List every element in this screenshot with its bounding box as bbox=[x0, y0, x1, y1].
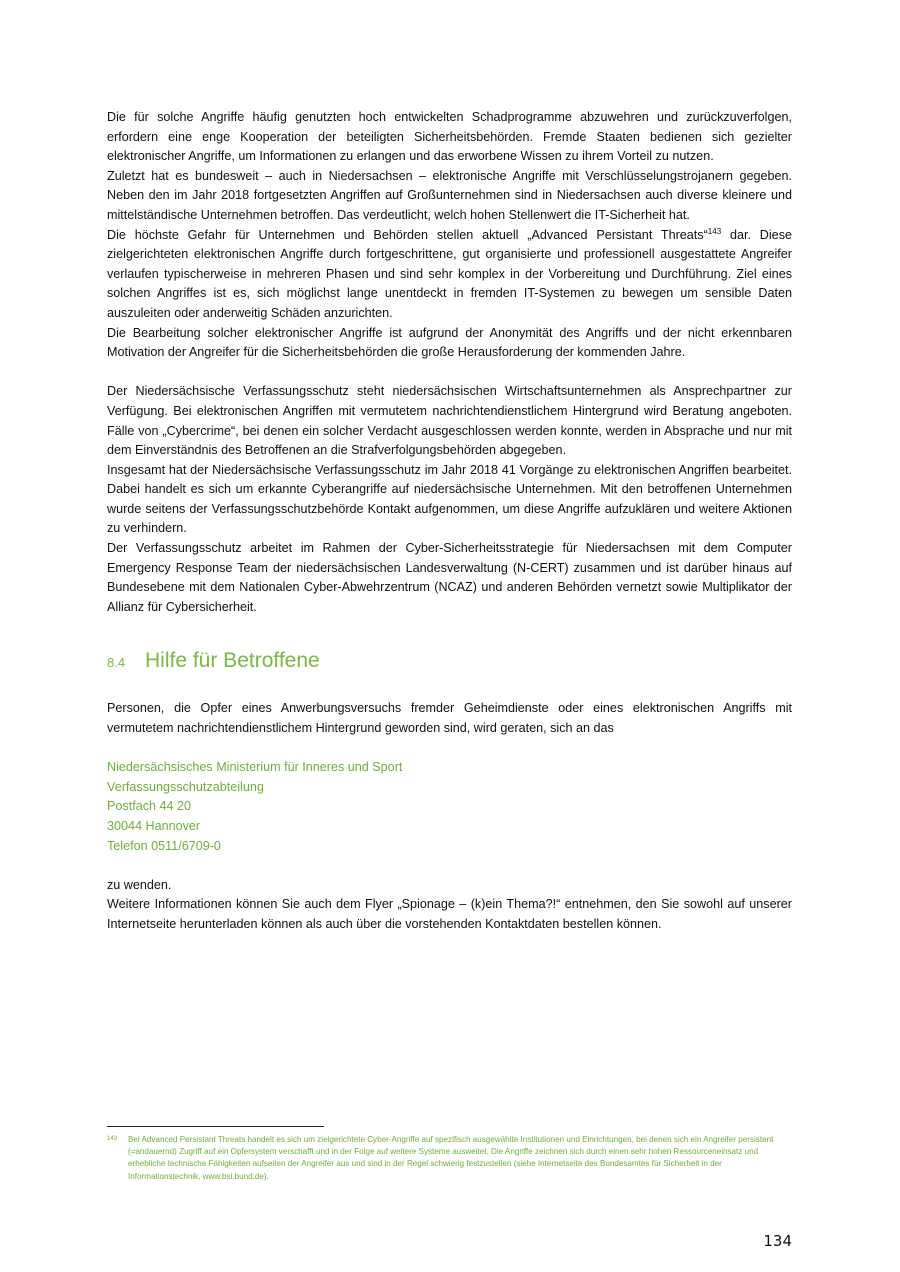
address-line-ministry: Niedersächsisches Ministerium für Inneres und Sport bbox=[107, 760, 403, 775]
paragraph: Zuletzt hat es bundesweit – auch in Niedersachsen – elektronische Angriffe mit Verschlüsselungstrojanern gegeben. Neben den im Jahr 2018 fortgesetzten Angriffen auf Großunternehmen sind in Niedersachsen auch diverse kleinere und mittelständische Unternehmen betroffen. Das verdeutlicht, welch hohen Stellenwert die IT-Sicherheit hat. bbox=[107, 168, 792, 222]
closing-block bbox=[107, 876, 792, 935]
address-line-department: Verfassungsschutzabteilung bbox=[107, 779, 264, 794]
paragraph: Insgesamt hat der Niedersächsische Verfassungsschutz im Jahr 2018 41 Vorgänge zu elektronischen Angriffen bearbeitet. Dabei handelt es sich um erkannte Cyberangriffe auf niedersächsische Unternehmen. Mit den betroffenen Unternehmen wurde seitens der Verfassungsschutzbehörde Kontakt aufgenommen, um diese Angriffe aufzuklären und weitere Aktionen zu verhindern. bbox=[107, 462, 792, 536]
apt-text-before: Die höchste Gefahr für Unternehmen und Behörden stellen aktuell „Advanced Persistant Threats“ bbox=[107, 227, 708, 242]
paragraph-gap bbox=[107, 363, 792, 383]
footnote-number: 143 bbox=[107, 1136, 118, 1142]
paragraph: Die Bearbeitung solcher elektronischer Angriffe ist aufgrund der Anonymität des Angriffs und der nicht erkennbaren Motivation der Angreifer für die Sicherheitsbehörden die große Herausforderung der kommenden Jahre. bbox=[107, 325, 792, 360]
paragraph: Der Niedersächsische Verfassungsschutz steht niedersächsischen Wirtschaftsunternehmen als Ansprechpartner zur Verfügung. Bei elektronischen Angriffen mit vermutetem nachrichtendienstlichem Hintergrund wird Beratung angeboten. Fälle von „Cybercrime“, bei denen ein solcher Verdacht ausgeschlossen werden konnte, werden in Absprache und nur mit dem Einverständnis des Betroffenen an die Strafverfolgungsbehörden abgegeben. bbox=[107, 384, 792, 458]
intro-paragraph: Personen, die Opfer eines Anwerbungsversuchs fremder Geheimdienste oder eines elektronischen Angriffs mit vermutetem nachrichtendienstlichem Hintergrund geworden sind, wird geraten, sich an das bbox=[107, 701, 792, 736]
address-line-city: 30044 Hannover bbox=[107, 819, 201, 833]
address-line-postbox: Postfach 44 20 bbox=[107, 799, 192, 814]
footnote-divider bbox=[107, 1126, 324, 1127]
apt-text-after: dar. Diese zielgerichteten elektronischen Angriffe durch fortgeschrittene, gut organisierte und professionell ausgestattete Angreifer verlaufen typischerweise in mehreren Phasen und sind sehr komplex in der Vorbereitung und Durchführung. Ziel eines solchen Angriffes ist es, sich möglichst lange unentdeckt in fremden IT-Systemen zu bewegen um sensible Daten auszuleiten oder anderweitig Schäden anzurichten. bbox=[107, 227, 792, 320]
footnote-text: Bei Advanced Persistant Threats handelt es sich um zielgerichtete Cyber-Angriffe auf spezifisch ausgewählte Institutionen und Einrichtungen, bei denen sich ein Angreifer persistent (=andauernd) Zugriff auf ein Opfersystem verschafft und in der Folge auf weitere Systeme ausweitet. Die Angriffe zeichnen sich durch einen sehr hohen Ressourceneinsatz und erhebliche technische Fähigkeiten aufseiten der Angreifer aus und sind in der Regel schwierig festzustellen (siehe Internetseite des Bundesamtes für Sicherheit in der Informationstechnik, www.bsi.bund.de). bbox=[128, 1135, 774, 1181]
paragraph-apt bbox=[107, 226, 792, 324]
section-heading bbox=[107, 649, 792, 673]
footnote bbox=[107, 1134, 792, 1183]
paragraph: Die für solche Angriffe häufig genutzten hoch entwickelten Schadprogramme abzuwehren und zurückzuverfolgen, erfordern eine enge Kooperation der beteiligten Sicherheitsbehörden. Fremde Staaten bedienen sich gezielter elektronischer Angriffe, um Informationen zu erlangen und das erworbene Wissen zu ihrem Vorteil zu nutzen. bbox=[107, 110, 792, 164]
contact-address bbox=[107, 758, 792, 856]
section-number: 8.4 bbox=[107, 655, 126, 671]
footnote-reference[interactable]: 143 bbox=[707, 226, 722, 236]
closing-line: zu wenden. bbox=[107, 877, 172, 892]
closing-paragraph: Weitere Informationen können Sie auch dem Flyer „Spionage – (k)ein Thema?!“ entnehmen, den Sie sowohl auf unserer Internetseite herunterladen können als auch über die vorstehenden Kontaktdaten bestellen können. bbox=[107, 897, 792, 931]
page-body bbox=[107, 108, 792, 935]
address-line-phone: Telefon 0511/6709-0 bbox=[107, 838, 221, 853]
page-number: 134 bbox=[763, 1232, 792, 1250]
section-title: Hilfe für Betroffene bbox=[145, 649, 320, 673]
paragraph: Der Verfassungsschutz arbeitet im Rahmen der Cyber-Sicherheitsstrategie für Niedersachsen mit dem Computer Emergency Response Team der niedersächsischen Landesverwaltung (N-CERT) zusammen und ist darüber hinaus auf Bundesebene mit dem Nationalen Cyber-Abwehrzentrum (NCAZ) und anderen Behörden vernetzt sowie Multiplikator der Allianz für Cybersicherheit. bbox=[107, 541, 792, 614]
